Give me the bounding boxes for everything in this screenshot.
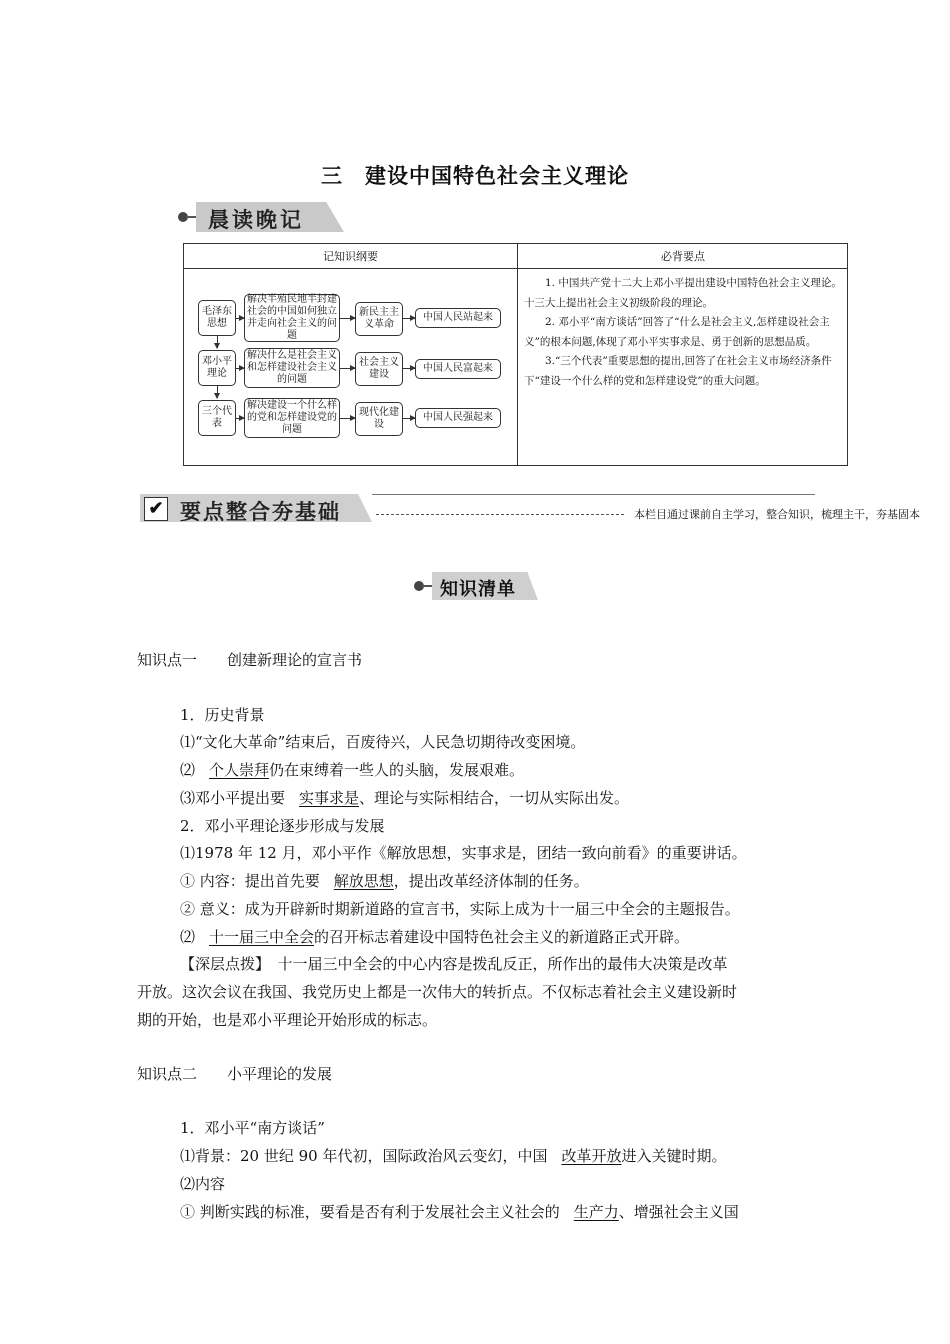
flow-leader-1: 毛泽东思想: [198, 300, 236, 336]
banner-label: 要点整合夯基础: [180, 500, 341, 524]
flow-result-1: 新民主主义革命: [355, 302, 403, 336]
key-point-1: 1. 中国共产党十二大上邓小平提出建设中国特色社会主义理论。十三大上提出社会主义初级阶段的理论。: [524, 277, 842, 309]
kp1-heading: 知识点一 创建新理论的宣言书: [137, 651, 363, 669]
page-title: 三 建设中国特色社会主义理论: [321, 164, 629, 188]
flow-leader-2: 邓小平理论: [198, 350, 236, 386]
kp1-line-2: [180, 759, 524, 780]
text: 进入关键时期。: [621, 1147, 727, 1165]
kp2-line-2: ⑵内容: [180, 1175, 226, 1193]
table-divider: [517, 244, 518, 465]
foundation-banner: [140, 492, 920, 526]
flow-result-3: 现代化建设: [355, 402, 403, 436]
text: ① 判断实践的标准，要看是否有利于发展社会主义社会的: [180, 1203, 560, 1221]
knowledge-list-banner: [414, 572, 540, 600]
arrow-right-icon: [403, 368, 415, 369]
kp2-line-3: [180, 1201, 739, 1222]
text: ⑶邓小平提出要: [180, 789, 286, 807]
kp1-line-6: ② 意义：成为开辟新时期新道路的宣言书，实际上成为十一届三中全会的主题报告。: [180, 900, 740, 918]
kp2-heading: 知识点二 小平理论的发展: [137, 1065, 333, 1083]
dashed-divider: [376, 514, 624, 515]
text: 、理论与实际相结合，一切从实际出发。: [359, 789, 630, 807]
text: ⑴背景：20 世纪 90 年代初，国际政治风云变幻，中国: [180, 1147, 548, 1165]
flow-result-2: 社会主义建设: [355, 352, 403, 386]
flow-outcome-3: 中国人民强起来: [415, 408, 501, 428]
key-point-2: 2. 邓小平“南方谈话”回答了“什么是社会主义,怎样建设社会主义”的根本问题,体现了邓小平实事求是、勇于创新的思想品质。: [524, 316, 830, 348]
arrow-right-icon: [403, 418, 415, 419]
banner-label: 晨读晚记: [208, 208, 304, 232]
text: 、增强社会主义国: [618, 1203, 739, 1221]
arrow-right-icon: [340, 368, 355, 369]
kp1-line-1: ⑴“文化大革命”结束后，百废待兴，人民急切期待改变困境。: [180, 733, 586, 751]
kp1-line-5: [180, 870, 589, 891]
blank-answer: 个人崇拜: [209, 761, 270, 779]
blank-answer: 改革开放: [561, 1147, 622, 1165]
kp1-deep-3: 期的开始，也是邓小平理论开始形成的标志。: [137, 1011, 438, 1029]
flow-outcome-2: 中国人民富起来: [415, 359, 501, 379]
arrow-right-icon: [236, 318, 244, 319]
kp1-line-7: [180, 926, 689, 947]
arrow-right-icon: [340, 418, 355, 419]
kp2-line-1: [180, 1145, 727, 1166]
blank-answer: 实事求是: [299, 789, 360, 807]
kp1-section-1: 1．历史背景: [180, 706, 265, 724]
kp1-line-3: [180, 787, 629, 808]
blank-answer: 生产力: [573, 1203, 619, 1221]
arrow-down-icon: [217, 336, 218, 348]
summary-table: [183, 243, 848, 466]
blank-answer: 十一届三中全会: [209, 928, 315, 946]
morning-reading-banner: [178, 200, 368, 234]
text: ① 内容：提出首先要: [180, 872, 320, 890]
table-header-outline: 记知识纲要: [323, 250, 378, 263]
kp2-section-1: 1．邓小平“南方谈话”: [180, 1119, 325, 1137]
banner-note: 本栏目通过课前自主学习，整合知识，梳理主干，夯基固本: [634, 508, 920, 521]
table-header-keypoints: 必背要点: [661, 250, 705, 263]
flow-outcome-1: 中国人民站起来: [415, 308, 501, 328]
banner-label: 知识清单: [440, 579, 516, 600]
text: ⑵: [180, 928, 196, 946]
flow-leader-3: 三个代表: [198, 400, 236, 436]
blank-answer: 解放思想: [333, 872, 394, 890]
key-points: [524, 274, 842, 391]
flow-problem-1: 解决半殖民地半封建社会的中国如何独立并走向社会主义的问题: [244, 294, 340, 342]
arrow-down-icon: [217, 386, 218, 398]
banner-top-line: [372, 494, 815, 495]
arrow-right-icon: [236, 368, 244, 369]
text: ，提出改革经济体制的任务。: [393, 872, 589, 890]
text: 的召开标志着建设中国特色社会主义的新道路正式开辟。: [314, 928, 690, 946]
kp1-deep-1: 【深层点拨】 十一届三中全会的中心内容是拨乱反正，所作出的最伟大决策是改革: [180, 955, 728, 973]
kp1-line-4: ⑴1978 年 12 月，邓小平作《解放思想，实事求是，团结一致向前看》的重要讲话。: [180, 844, 747, 862]
text: 仍在束缚着一些人的头脑，发展艰难。: [269, 761, 525, 779]
kp1-deep-2: 开放。这次会议在我国、我党历史上都是一次伟大的转折点。不仅标志着社会主义建设新时: [137, 983, 738, 1001]
flow-problem-2: 解决什么是社会主义和怎样建设社会主义的问题: [244, 348, 340, 388]
arrow-right-icon: [340, 318, 355, 319]
kp1-section-2: 2．邓小平理论逐步形成与发展: [180, 817, 385, 835]
arrow-right-icon: [236, 418, 244, 419]
text: ⑵: [180, 761, 196, 779]
arrow-right-icon: [403, 318, 415, 319]
key-point-3: 3.“三个代表”重要思想的提出,回答了在社会主义市场经济条件下“建设一个什么样的党和怎样建设党”的重大问题。: [524, 355, 832, 387]
checkmark-icon: ✔: [144, 497, 168, 521]
flow-problem-3: 解决建设一个什么样的党和怎样建设党的问题: [244, 398, 340, 438]
